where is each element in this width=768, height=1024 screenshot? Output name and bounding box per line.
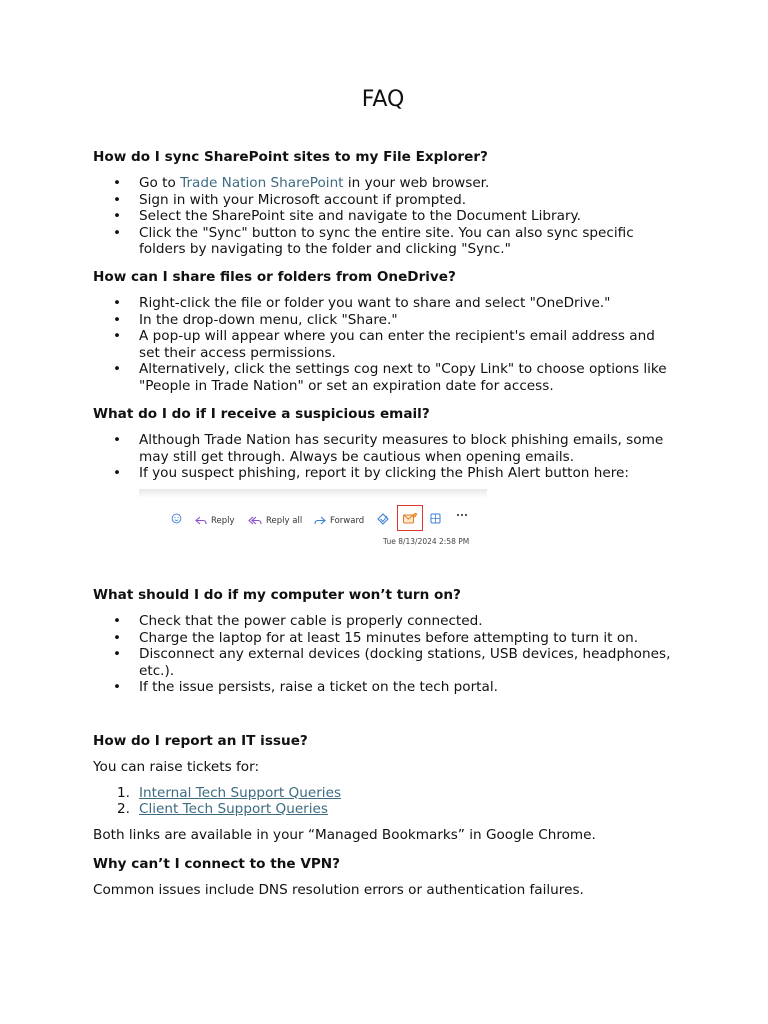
question-heading: How do I sync SharePoint sites to my File Explorer?: [93, 149, 488, 165]
reply-label: Reply: [211, 516, 235, 526]
more-options-button[interactable]: [456, 513, 468, 517]
forward-icon: [314, 516, 326, 526]
list-item: • Check that the power cable is properly connected.: [93, 613, 673, 630]
reply-all-button[interactable]: [248, 513, 302, 530]
question-heading: How do I report an IT issue?: [93, 733, 308, 749]
forward-button[interactable]: [314, 513, 364, 530]
list-text: in your web browser.: [343, 175, 490, 191]
grid-icon: [430, 513, 441, 524]
trade-nation-sharepoint-link[interactable]: Trade Nation SharePoint: [180, 175, 344, 191]
phish-alert-button[interactable]: [397, 505, 423, 531]
question-heading: Why can’t I connect to the VPN?: [93, 856, 341, 872]
apps-button[interactable]: [430, 513, 441, 524]
ticket-links-list: [93, 785, 673, 818]
more-icon: [456, 513, 468, 517]
designer-button[interactable]: [377, 513, 389, 525]
answer-list: [93, 613, 673, 696]
smiley-icon: [171, 513, 182, 524]
list-number: 2.: [117, 801, 130, 817]
list-item: • Alternatively, click the settings cog next to "Copy Link" to choose options like "People in Trade Nation" or set an expiration date for access.: [93, 361, 673, 394]
list-item: • Sign in with your Microsoft account if prompted.: [93, 192, 673, 209]
reply-icon: [195, 516, 207, 526]
toolbar-shadow: [139, 489, 487, 498]
list-item: [93, 801, 673, 818]
email-timestamp: Tue 8/13/2024 2:58 PM: [383, 537, 470, 546]
smiley-button[interactable]: [171, 513, 182, 524]
answer-text: Common issues include DNS resolution errors or authentication failures.: [93, 882, 584, 898]
faq-vpn: [93, 855, 673, 899]
question-heading: What do I do if I receive a suspicious email?: [93, 406, 430, 422]
reply-all-icon: [248, 516, 262, 526]
answer-list: [93, 175, 673, 258]
list-item: • Click the "Sync" button to sync the entire site. You can also sync specific folders by navigating to the folder and clicking "Sync.": [93, 225, 673, 258]
answer-list: [93, 432, 673, 482]
answer-note: Both links are available in your “Managed Bookmarks” in Google Chrome.: [93, 826, 596, 843]
list-item: • If you suspect phishing, report it by clicking the Phish Alert button here:: [93, 465, 673, 482]
list-text: Go to: [139, 175, 181, 191]
list-item: [93, 175, 673, 192]
designer-icon: [377, 513, 389, 525]
phish-alert-icon: [402, 511, 418, 525]
reply-all-label: Reply all: [266, 516, 303, 526]
list-item: • Right-click the file or folder you want to share and select "OneDrive.": [93, 295, 673, 312]
answer-intro: You can raise tickets for:: [93, 759, 260, 775]
list-item: • A pop-up will appear where you can enter the recipient's email address and set their access permissions.: [93, 328, 673, 361]
faq-sync-sharepoint: [93, 148, 673, 258]
list-item: • If the issue persists, raise a ticket on the tech portal.: [93, 679, 673, 696]
faq-computer-wont-turn-on: [93, 586, 673, 696]
question-heading: How can I share files or folders from OneDrive?: [93, 269, 456, 285]
list-number: 1.: [117, 784, 130, 801]
list-item: • Disconnect any external devices (docking stations, USB devices, headphones, etc.).: [93, 646, 673, 679]
internal-tech-support-link[interactable]: Internal Tech Support Queries: [139, 784, 342, 801]
faq-share-onedrive: [93, 268, 673, 394]
forward-label: Forward: [330, 516, 365, 526]
reply-button[interactable]: [195, 513, 235, 530]
list-item: • Charge the laptop for at least 15 minutes before attempting to turn it on.: [93, 630, 673, 647]
list-item: • In the drop-down menu, click "Share.": [93, 312, 673, 329]
page-title: FAQ: [361, 87, 405, 112]
faq-suspicious-email: [93, 405, 673, 482]
faq-report-it-issue: [93, 732, 673, 843]
list-item: • Select the SharePoint site and navigate to the Document Library.: [93, 208, 673, 225]
answer-list: [93, 295, 673, 394]
client-tech-support-link[interactable]: Client Tech Support Queries: [139, 801, 328, 817]
question-heading: What should I do if my computer won’t turn on?: [93, 587, 461, 603]
outlook-toolbar-screenshot: [139, 489, 487, 547]
list-item: • Although Trade Nation has security measures to block phishing emails, some may still get through. Always be cautious when opening emails.: [93, 432, 673, 465]
list-item: [93, 785, 673, 802]
